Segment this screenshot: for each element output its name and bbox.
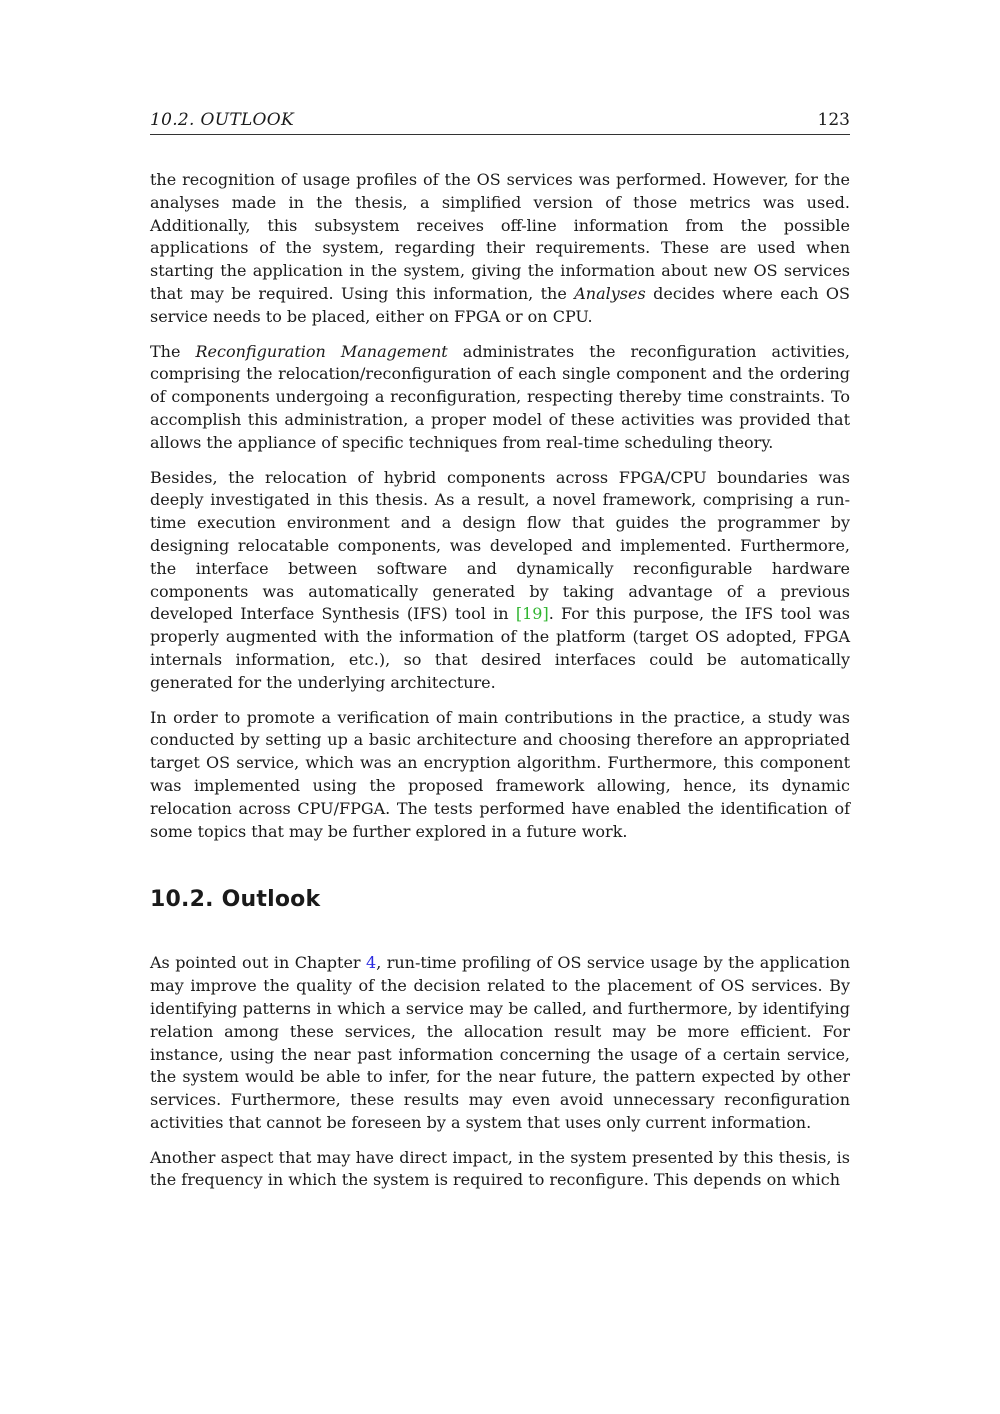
paragraph-reconfiguration-management: The Reconfiguration Management administrates the reconfiguration activities, comprising the relocation/reconfiguration of each single component and the ordering of components undergoing a reconfiguration, respecting thereby time constraints. To accomplish this administration, a proper model of these activities was provided that allows the appliance of specific techniques from real-time scheduling theory. bbox=[150, 341, 850, 452]
section-heading bbox=[150, 887, 850, 912]
citation-link[interactable]: [19] bbox=[515, 604, 549, 624]
page bbox=[150, 110, 850, 1204]
paragraph-hybrid-relocation: Besides, the relocation of hybrid components across FPGA/CPU boundaries was deeply investigated in this thesis. As a result, a novel framework, comprising a run-time execution environment and a design flow that guides the programmer by designing relocatable components, was developed and implemented. Furthermore, the interface between software and dynamically reconfigurable hardware components was automatically generated by taking advantage of a previous developed Interface Synthesis (IFS) tool in [19]. For this purpose, the IFS tool was properly augmented with the information of the platform (target OS adopted, FPGA internals information, etc.), so that desired interfaces could be automatically generated for the underlying architecture. bbox=[150, 467, 851, 692]
paragraph-runtime-profiling: As pointed out in Chapter 4, run-time profiling of OS service usage by the application may improve the quality of the decision related to the placement of OS services. By identifying patterns in which a service may be called, and furthermore, by identifying relation among these services, the allocation result may be more efficient. For instance, using the near past information concerning the usage of a certain service, the system would be able to infer, for the near future, the pattern expected by other services. Furthermore, these results may even avoid unnecessary reconfiguration activities that cannot be foreseen by a system that uses only current information. bbox=[150, 953, 851, 1132]
section-number: 10.2. bbox=[150, 887, 214, 913]
section-title: Outlook bbox=[221, 887, 321, 913]
running-header-title: 10.2. OUTLOOK bbox=[150, 110, 295, 130]
paragraph-verification-study: In order to promote a verification of main contributions in the practice, a study was conducted by setting up a basic architecture and choosing therefore an appropriated target OS service, which was an encryption algorithm. Furthermore, this component was implemented using the proposed framework allowing, hence, its dynamic relocation across CPU/FPGA. The tests performed have enabled the identification of some topics that may be further explored in a future work. bbox=[150, 707, 850, 841]
paragraph-analyses: the recognition of usage profiles of the OS services was performed. However, for the analyses made in the thesis, a simplified version of those metrics was used. Additionally, this subsystem receives off-line information from the possible applications of the system, regarding their requirements. These are used when starting the application in the system, giving the information about new OS services that may be required. Using this information, the Analyses decides where each OS service needs to be placed, either on FPGA or on CPU. bbox=[150, 170, 850, 326]
term-reconfiguration-management: Reconfiguration Management bbox=[195, 341, 448, 361]
term-analyses: Analyses bbox=[574, 283, 646, 303]
running-header bbox=[150, 110, 850, 135]
paragraph-reconfiguration-frequency: Another aspect that may have direct impact, in the system presented by this thesis, is the frequency in which the system is required to reconfigure. This depends on which bbox=[150, 1147, 850, 1190]
page-number: 123 bbox=[817, 110, 850, 130]
chapter-reference-link[interactable]: 4 bbox=[366, 953, 377, 973]
